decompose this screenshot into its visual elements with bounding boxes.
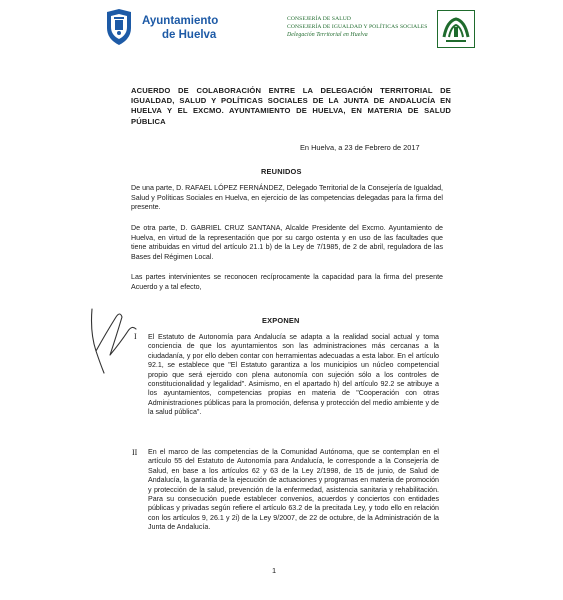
huelva-shield-icon — [104, 8, 134, 46]
paragraph-first-party: De una parte, D. RAFAEL LÓPEZ FERNÁNDEZ, Delegado Territorial de la Consejería de Igualdad, Salud y Políticas Sociales en Huelva, en ejercicio de las competencias delegadas para la firma del presente. — [131, 184, 443, 212]
item-2-numeral: II — [132, 448, 138, 457]
item-1-text: El Estatuto de Autonomía para Andalucía se adapta a la realidad social actual y toma conciencia de que los ayuntamientos son las administraciones más cercanas a la ciudadanía, y por ello deben contar con herramientas adecuadas a esta labor. En el artículo 92.1, se establece que "El Estatuto garantiza a los municipios un núcleo competencial propio que será ejercido con plena autonomía con sujeción sólo a los controles de constitucionalidad y legalidad". Asimismo, en el apartado h) del artículo 92.2 se atribuye a los ayuntamientos, competencias propias en materia de "Cooperación con otras Administraciones públicas para la promoción, defensa y protección del medio ambiente y de la salud pública". — [148, 333, 439, 417]
junta-andalucia-logo-icon — [437, 10, 475, 48]
ayuntamiento-line2: de Huelva — [162, 29, 217, 41]
exponen-heading: EXPONEN — [262, 316, 300, 325]
page-number: 1 — [272, 566, 277, 575]
consejeria-heading — [287, 15, 427, 39]
item-1-numeral: I — [134, 332, 137, 341]
ayuntamiento-logo — [104, 8, 244, 48]
item-2-text: En el marco de las competencias de la Comunidad Autónoma, que se contemplan en el artículo 55 del Estatuto de Autonomía para Andalucía, le corresponde a la Consejería de Salud, en base a los artículos 62 y 63 de la Ley 2/1998, de 15 de junio, de Salud de Andalucía, la garantía de la ejecución de actuaciones y programas en materia de promoción y protección de la salud, prevención de la enfermedad, asistencia sanitaria y rehabilitación. Para su consecución puede establecer convenios, acuerdos y conciertos con entidades públicas y privadas según refiere el artículo 63.2 de la precitada Ley, y todo ello en relación con los artículos 9, 26.1 y 2i) de la Ley 9/2007, de 22 de octubre, de la Administración de la Junta de Andalucía. — [148, 448, 439, 532]
handwritten-signature-mark — [86, 303, 142, 383]
agreement-title: ACUERDO DE COLABORACIÓN ENTRE LA DELEGACIÓN TERRITORIAL DE IGUALDAD, SALUD Y POLÍTICAS SOCIALES DE LA JUNTA DE ANDALUCÍA EN HUELVA Y EL EXCMO. AYUNTAMIENTO DE HUELVA, EN MATERIA DE SALUD PÚBLICA — [131, 86, 451, 126]
paragraph-second-party: De otra parte, D. GABRIEL CRUZ SANTANA, Alcalde Presidente del Excmo. Ayuntamiento de Huelva, en virtud de la representación que por su cargo ostenta y en uso de las facultades que tiene atribuidas en virtud del artículo 21.1 b) de la Ley de 7/1985, de 2 de abril, reguladora de las Bases del Régimen Local. — [131, 224, 443, 261]
ayuntamiento-name — [142, 14, 218, 42]
document-date: En Huelva, a 23 de Febrero de 2017 — [300, 143, 420, 152]
reunidos-heading: REUNIDOS — [261, 167, 302, 176]
ayuntamiento-line1: Ayuntamiento — [142, 15, 219, 27]
paragraph-capacity: Las partes intervinientes se reconocen recíprocamente la capacidad para la firma del presente Acuerdo y a tal efecto, — [131, 273, 443, 291]
consejeria-line1: CONSEJERÍA DE SALUD — [287, 16, 352, 22]
consejeria-line2: CONSEJERÍA DE IGUALDAD Y POLÍTICAS SOCIALES — [287, 24, 428, 30]
consejeria-line3: Delegación Territorial en Huelva — [287, 32, 368, 38]
